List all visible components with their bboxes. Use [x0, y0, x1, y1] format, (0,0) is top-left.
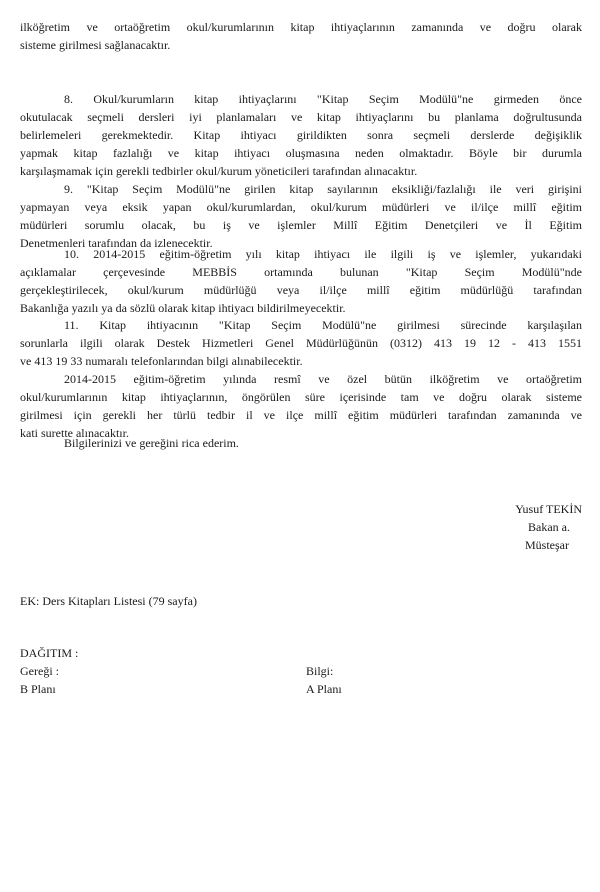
- text-line: sisteme girilmesi sağlanacaktır.: [20, 38, 171, 52]
- text-line: ve 413 19 33 numaralı telefonlarından bilgi alınabilecektir.: [20, 354, 303, 368]
- signature-block: [515, 500, 582, 554]
- paragraph-item-11: [20, 316, 582, 370]
- bilgi-label: Bilgi:: [306, 664, 334, 678]
- text-line: 2014-2015 eğitim-öğretim yılında resmî ve özel bütün ilköğretim ve ortaöğretim: [64, 372, 582, 386]
- attachment-line: EK: Ders Kitapları Listesi (79 sayfa): [20, 594, 197, 608]
- distribution-row: [20, 662, 580, 680]
- text-line: belirlemeleri gerekmektedir. Kitap ihtiyacı girildikten sonra seçmeli derslerde değişiklik: [20, 128, 582, 142]
- text-line: 10. 2014-2015 eğitim-öğretim yılı kitap ihtiyacı ile ilgili iş ve işlemler, yukarıdaki: [64, 247, 582, 261]
- paragraph-item-8: [20, 90, 582, 180]
- paragraph-item-9: [20, 180, 582, 252]
- text-line: 9. "Kitap Seçim Modülü"ne girilen kitap sayılarının eksikliği/fazlalığı ile veri girişini: [64, 182, 582, 196]
- closing-paragraph: [20, 370, 582, 442]
- text-line: okutulacak seçmeli dersleri iyi planlamaları ve kitap ihtiyaçlarını bu planlama doğrultusunda: [20, 110, 582, 124]
- signatory-name: Yusuf TEKİN: [515, 502, 582, 516]
- text-line: yapmak kitap fazlalığı ve kitap ihtiyacı oluşmasına neden olmaktadır. Böyle bir durumla: [20, 146, 582, 160]
- gereği-label: Gereği :: [20, 664, 59, 678]
- text-line: açıklamalar çerçevesinde MEBBİS ortamında bulunan "Kitap Seçim Modülü"nde: [20, 265, 582, 279]
- text-line: girilmesi için gerekli her türlü tedbir il ve ilçe millî eğitim müdürleri tarafından zamanında ve: [20, 408, 582, 422]
- signatory-title: Müsteşar: [525, 538, 569, 552]
- text-line: 11. Kitap ihtiyacının "Kitap Seçim Modülü"ne girilmesi sürecinde karşılaşılan: [64, 318, 582, 332]
- signatory-title: Bakan a.: [528, 520, 570, 534]
- gereği-value: B Planı: [20, 682, 56, 696]
- distribution-row: [20, 680, 580, 698]
- text-line: ilköğretim ve ortaöğretim okul/kurumlarının kitap ihtiyaçlarının zamanında ve doğru olarak: [20, 20, 582, 34]
- text-line: müdürleri sorumlu olacak, bu iş ve işlemler Millî Eğitim Denetçileri ve İl Eğitim: [20, 218, 582, 232]
- distribution-block: [20, 644, 580, 698]
- paragraph-item-10: [20, 245, 582, 317]
- text-line: yapmayan veya eksik yapan okul/kurumlardan, okul/kurum müdürleri ve il/ilçe millî eğitim: [20, 200, 582, 214]
- text-line: gerçekleştirilecek, okul/kurum müdürlüğü veya il/ilçe millî eğitim müdürlüğü tarafından: [20, 283, 582, 297]
- text-line: Denetmenleri tarafından da izlenecektir.: [20, 236, 213, 250]
- request-line: Bilgilerinizi ve gereğini rica ederim.: [64, 436, 239, 450]
- text-line: sorunlarla ilgili olarak Destek Hizmetleri Genel Müdürlüğünün (0312) 413 19 12 - 413 1551: [20, 336, 582, 350]
- text-line: okul/kurumlarının kitap ihtiyaçlarının, öngörülen süre içerisinde tam ve doğru olarak sisteme: [20, 390, 582, 404]
- bilgi-value: A Planı: [306, 682, 342, 696]
- text-line: karşılaşmamak için gerekli tedbirler okul/kurum yöneticileri tarafından alınacaktır.: [20, 164, 418, 178]
- distribution-heading: DAĞITIM :: [20, 646, 79, 660]
- text-line: 8. Okul/kurumların kitap ihtiyaçlarını "Kitap Seçim Modülü"ne girmeden önce: [64, 92, 582, 106]
- text-line: kati surette alınacaktır.: [20, 426, 129, 440]
- top-paragraph: [20, 18, 582, 54]
- text-line: Bakanlığa yazılı ya da sözlü olarak kitap ihtiyacı bildirilmeyecektir.: [20, 301, 346, 315]
